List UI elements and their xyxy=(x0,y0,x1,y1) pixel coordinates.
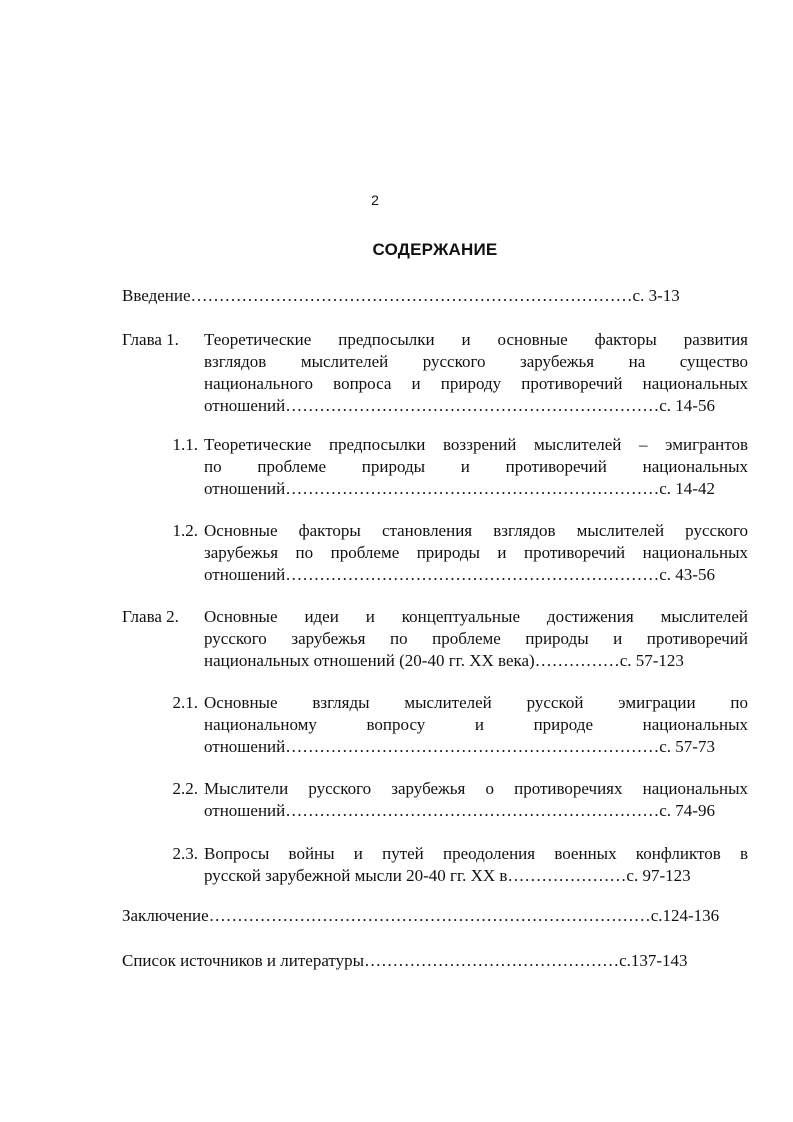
toc-line: Основные идеи и концептуальные достижения мыслителей xyxy=(204,607,748,626)
toc-line: Мыслители русского зарубежья о противоречиях национальных xyxy=(204,779,748,798)
toc-line: отношений xyxy=(204,479,286,498)
toc-line: отношений xyxy=(204,737,286,756)
toc-line: Теоретические предпосылки воззрений мыслителей – эмигрантов xyxy=(204,435,748,454)
toc-entry-intro[interactable] xyxy=(122,285,748,307)
toc-last-line xyxy=(204,564,748,586)
toc-line: национального вопроса и природу противоречий национальных xyxy=(204,374,748,393)
toc-entry-pages: с.124-136 xyxy=(650,906,720,925)
section-number: 2.2. xyxy=(172,779,198,798)
toc-last-line xyxy=(204,395,748,417)
toc-entry-pages: с. 57-123 xyxy=(619,651,684,670)
toc-entry-section-1-2[interactable] xyxy=(122,520,748,586)
toc-entry-text xyxy=(204,434,748,500)
toc-entry-section-1-1[interactable] xyxy=(122,434,748,500)
toc-line: Теоретические предпосылки и основные факторы развития xyxy=(204,330,748,349)
toc-last-line xyxy=(204,650,748,672)
toc-entry-text xyxy=(204,843,748,887)
toc-line: отношений xyxy=(204,801,286,820)
toc-entry-text xyxy=(204,329,748,417)
toc-entry-label xyxy=(122,434,204,500)
toc-entry-label xyxy=(122,843,204,887)
toc-entry-conclusion[interactable] xyxy=(122,905,748,927)
toc-line: русской зарубежной мысли 20-40 гг. XX в xyxy=(204,866,508,885)
section-number: 2.3. xyxy=(172,844,198,863)
toc-entry-chapter-2[interactable] xyxy=(122,606,748,672)
page-number: 2 xyxy=(371,192,379,208)
toc-entry-pages: с. 97-123 xyxy=(626,866,691,885)
toc-entry-pages: с. 3-13 xyxy=(632,286,680,305)
toc-line: отношений xyxy=(204,565,286,584)
toc-line: отношений xyxy=(204,396,286,415)
toc-entry-section-2-2[interactable] xyxy=(122,778,748,822)
toc-last-line xyxy=(204,800,748,822)
leader-dots: …………………………………………………………………… xyxy=(208,906,651,925)
toc-last-line xyxy=(204,865,748,887)
toc-line: Вопросы войны и путей преодоления военных конфликтов в xyxy=(204,844,748,863)
leader-dots: …………………………………………………………………… xyxy=(190,286,633,305)
toc-entry-section-2-3[interactable] xyxy=(122,843,748,887)
section-number: 1.1. xyxy=(172,435,198,454)
leader-dots: …………… xyxy=(534,651,620,670)
leader-dots: ………………………………………………………… xyxy=(285,479,660,498)
toc-entry-label xyxy=(122,520,204,586)
toc-last-line xyxy=(204,478,748,500)
page-title: СОДЕРЖАНИЕ xyxy=(372,240,498,259)
toc-entry-pages: с. 43-56 xyxy=(659,565,715,584)
toc-entry-label: Введение xyxy=(122,286,191,305)
toc-entry-label: Глава 2. xyxy=(122,607,179,626)
toc-entry-text xyxy=(204,606,748,672)
toc-last-line xyxy=(204,736,748,758)
toc-entry-pages: с. 74-96 xyxy=(659,801,715,820)
leader-dots: ………………… xyxy=(507,866,627,885)
toc-entry-bibliography[interactable] xyxy=(122,950,748,972)
toc-line: Основные взгляды мыслителей русской эмиграции по xyxy=(204,693,748,712)
leader-dots: ……………………………………… xyxy=(364,951,620,970)
toc-entry-pages: с.137-143 xyxy=(619,951,688,970)
toc-entry-text xyxy=(204,778,748,822)
toc-line: взглядов мыслителей русского зарубежья на существо xyxy=(204,352,748,371)
toc-entry-pages: с. 14-42 xyxy=(659,479,715,498)
toc-entry-section-2-1[interactable] xyxy=(122,692,748,758)
section-number: 2.1. xyxy=(172,693,198,712)
toc-entry-chapter-1[interactable] xyxy=(122,329,748,417)
toc-entry-label: Список источников и литературы xyxy=(122,951,365,970)
section-number: 1.2. xyxy=(172,521,198,540)
toc-entry-text xyxy=(204,692,748,758)
leader-dots: ………………………………………………………… xyxy=(285,565,660,584)
toc-line: национальных отношений (20-40 гг. XX века) xyxy=(204,651,535,670)
leader-dots: ………………………………………………………… xyxy=(285,737,660,756)
leader-dots: ………………………………………………………… xyxy=(285,801,660,820)
toc-line: национальному вопросу и природе национальных xyxy=(204,715,748,734)
toc-entry-pages: с. 57-73 xyxy=(659,737,715,756)
toc-line: русского зарубежья по проблеме природы и противоречий xyxy=(204,629,748,648)
toc-line: по проблеме природы и противоречий национальных xyxy=(204,457,748,476)
toc-line: зарубежья по проблеме природы и противоречий национальных xyxy=(204,543,748,562)
toc-entry-label xyxy=(122,692,204,758)
toc-entry-pages: с. 14-56 xyxy=(659,396,715,415)
leader-dots: ………………………………………………………… xyxy=(285,396,660,415)
toc-entry-label xyxy=(122,778,204,822)
toc-entry-text xyxy=(204,520,748,586)
toc-line: Основные факторы становления взглядов мыслителей русского xyxy=(204,521,748,540)
toc-entry-label: Заключение xyxy=(122,906,209,925)
toc-entry-label: Глава 1. xyxy=(122,330,179,349)
